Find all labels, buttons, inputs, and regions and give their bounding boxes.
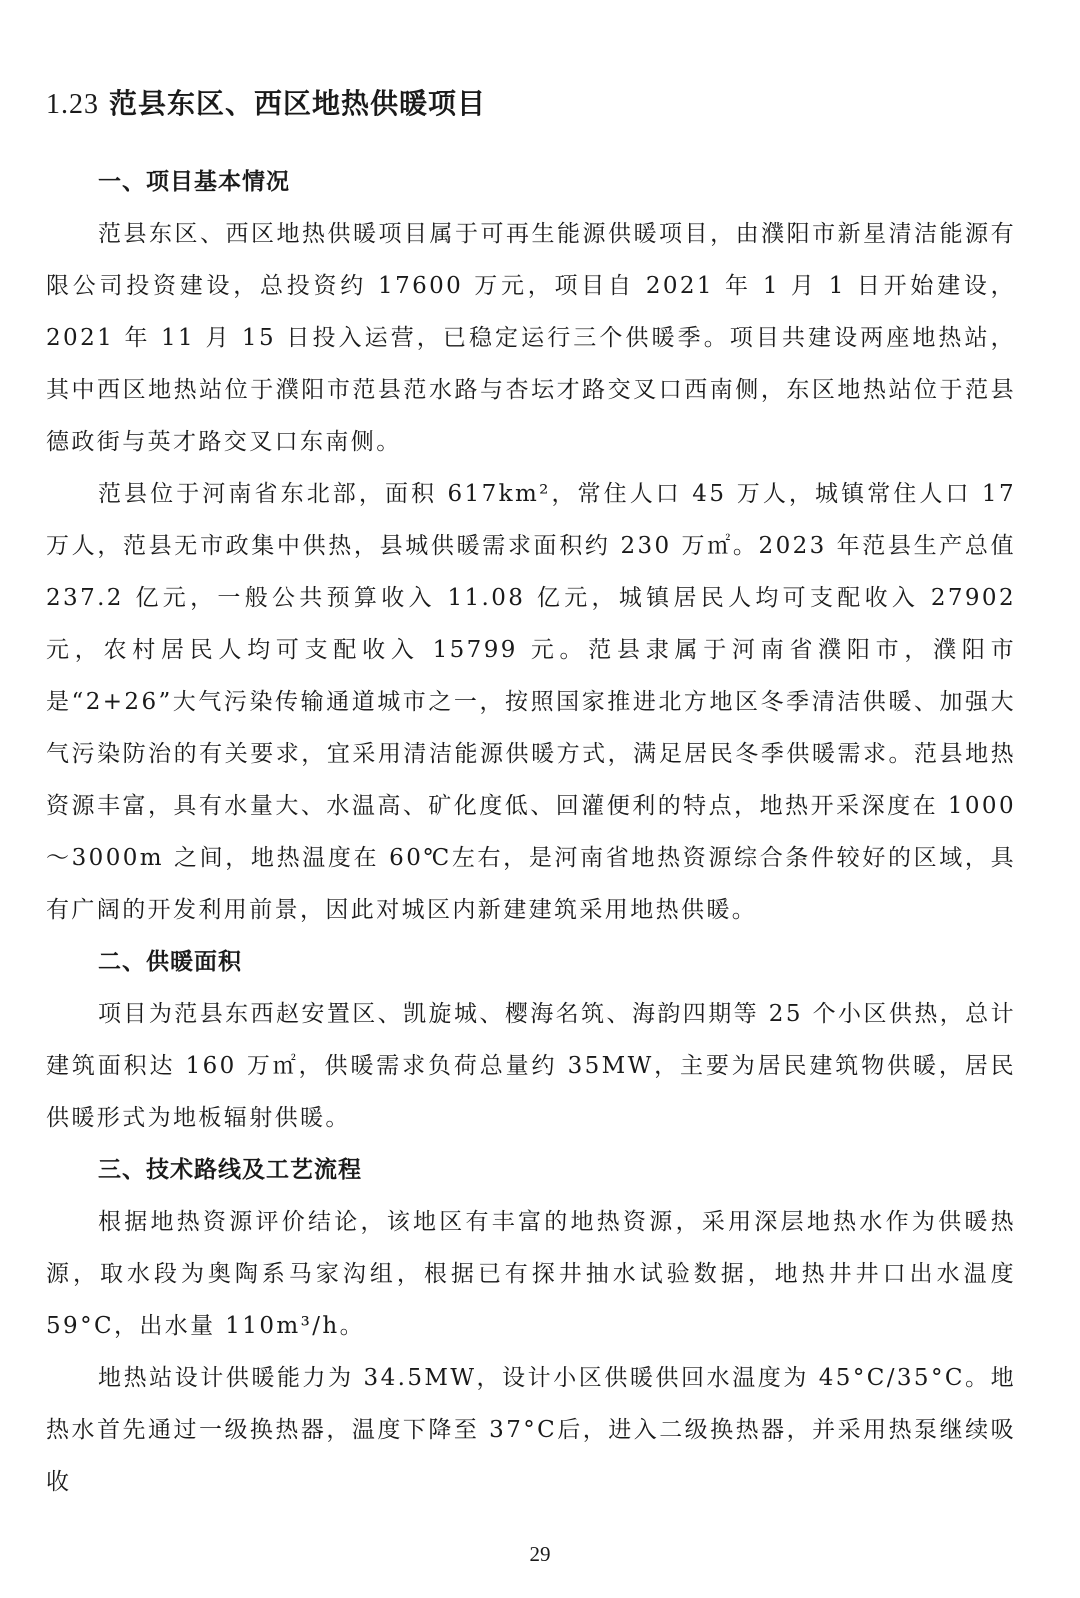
paragraph-station-capacity: 地热站设计供暖能力为 34.5MW，设计小区供暖供回水温度为 45°C/35°C。地热水首先通过一级换热器，温度下降至 37°C后，进入二级换热器，并采用热泵继续吸收 bbox=[46, 1365, 1016, 1495]
page-number: 29 bbox=[529, 1542, 551, 1566]
paragraph-project-overview: 范县东区、西区地热供暖项目属于可再生能源供暖项目，由濮阳市新星清洁能源有限公司投资建设，总投资约 17600 万元，项目自 2021 年 1 月 1 日开始建设，2021 年 11 月 15 日投入运营，已稳定运行三个供暖季。项目共建设两座地热站，其中西区地热站位于濮阳市范县范水路与杏坛才路交叉口西南侧，东区地热站位于范县德政街与英才路交叉口东南侧。 bbox=[46, 221, 1016, 455]
paragraph-geothermal-source: 根据地热资源评价结论，该地区有丰富的地热资源，采用深层地热水作为供暖热源，取水段为奥陶系马家沟组，根据已有探井抽水试验数据，地热井井口出水温度 59°C，出水量 110m³/h。 bbox=[46, 1209, 1016, 1339]
section-heading-basic-info: 一、项目基本情况 bbox=[98, 169, 290, 195]
section-number: 1.23 bbox=[46, 89, 99, 120]
paragraph-county-background: 范县位于河南省东北部，面积 617km²，常住人口 45 万人，城镇常住人口 17 万人，范县无市政集中供热，县城供暖需求面积约 230 万㎡。2023 年范县生产总值 237.2 亿元，一般公共预算收入 11.08 亿元，城镇居民人均可支配收入 27902 元，农村居民人均可支配收入 15799 元。范县隶属于河南省濮阳市，濮阳市是“2+26”大气污染传输通道城市之一，按照国家推进北方地区冬季清洁供暖、加强大气污染防治的有关要求，宜采用清洁能源供暖方式，满足居民冬季供暖需求。范县地热资源丰富，具有水量大、水温高、矿化度低、回灌便利的特点，地热开采深度在 1000～3000m 之间，地热温度在 60℃左右，是河南省地热资源综合条件较好的区域，具有广阔的开发利用前景，因此对城区内新建建筑采用地热供暖。 bbox=[46, 481, 1016, 923]
document-body bbox=[46, 156, 1016, 1508]
title-text: 范县东区、西区地热供暖项目 bbox=[109, 87, 487, 120]
paragraph-heating-area: 项目为范县东西赵安置区、凯旋城、樱海名筑、海韵四期等 25 个小区供热，总计建筑面积达 160 万㎡，供暖需求负荷总量约 35MW，主要为居民建筑物供暖，居民供暖形式为地板辐射供暖。 bbox=[46, 1001, 1016, 1131]
section-heading-technical-route: 三、技术路线及工艺流程 bbox=[98, 1157, 362, 1183]
section-heading-heating-area: 二、供暖面积 bbox=[98, 949, 242, 975]
page-title bbox=[46, 84, 486, 125]
